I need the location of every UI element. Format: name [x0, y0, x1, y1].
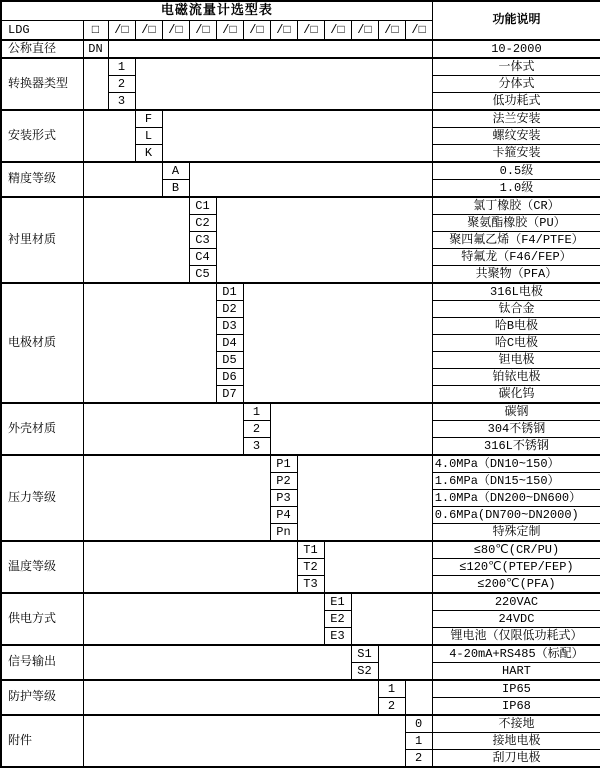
category-label: 信号输出 [1, 645, 83, 680]
spacer-cell [83, 715, 405, 767]
category-label: 附件 [1, 715, 83, 767]
function-desc-cell: 220VAC [432, 593, 600, 611]
spacer-cell [297, 455, 432, 541]
code-cell: F [135, 110, 162, 128]
function-desc-cell: 特氟龙（F46/FEP） [432, 249, 600, 266]
function-desc-cell: 304不锈钢 [432, 421, 600, 438]
spacer-cell [189, 162, 432, 197]
code-cell: D6 [216, 369, 243, 386]
function-header: 功能说明 [432, 1, 600, 40]
category-label: 转换器类型 [1, 58, 83, 110]
model-slot-box: /□ [135, 21, 162, 41]
code-cell: E2 [324, 611, 351, 628]
code-cell: 3 [243, 438, 270, 456]
function-desc-cell: 卡箍安装 [432, 145, 600, 163]
category-label: 供电方式 [1, 593, 83, 645]
spacer-cell [324, 541, 432, 593]
category-label: 外壳材质 [1, 403, 83, 455]
model-slot-box: /□ [405, 21, 432, 41]
category-label: 压力等级 [1, 455, 83, 541]
category-label: 温度等级 [1, 541, 83, 593]
function-desc-cell: ≤120℃(PTEP/FEP) [432, 559, 600, 576]
code-cell: L [135, 128, 162, 145]
function-desc-cell: ≤200℃(PFA) [432, 576, 600, 594]
code-cell: D7 [216, 386, 243, 404]
spacer-cell [83, 58, 108, 110]
function-desc-cell: 哈B电极 [432, 318, 600, 335]
spacer-cell [216, 197, 432, 283]
category-label: 公称直径 [1, 40, 83, 58]
spacer-cell [405, 680, 432, 715]
category-label: 精度等级 [1, 162, 83, 197]
code-cell: D4 [216, 335, 243, 352]
model-first-box: □ [83, 21, 108, 41]
code-cell: P3 [270, 490, 297, 507]
code-cell: P1 [270, 455, 297, 473]
code-cell: 3 [108, 93, 135, 111]
code-cell: P2 [270, 473, 297, 490]
model-slot-box: /□ [351, 21, 378, 41]
function-desc-cell: 锂电池（仅限低功耗式） [432, 628, 600, 646]
spacer-cell [83, 110, 135, 162]
function-desc-cell: 聚四氟乙烯（F4/PTFE） [432, 232, 600, 249]
function-desc-cell: 316L电极 [432, 283, 600, 301]
function-desc-cell: 一体式 [432, 58, 600, 76]
code-cell: T1 [297, 541, 324, 559]
code-cell: C1 [189, 197, 216, 215]
spacer-cell [162, 110, 432, 162]
spacer-cell [83, 283, 216, 403]
code-cell: K [135, 145, 162, 163]
function-desc-cell: 低功耗式 [432, 93, 600, 111]
function-desc-cell: IP65 [432, 680, 600, 698]
function-desc-cell: 法兰安装 [432, 110, 600, 128]
function-desc-cell: 4-20mA+RS485（标配） [432, 645, 600, 663]
spacer-cell [83, 197, 189, 283]
spacer-cell [108, 40, 432, 58]
function-desc-cell: 铂铱电极 [432, 369, 600, 386]
model-slot-box: /□ [108, 21, 135, 41]
spacer-cell [351, 593, 432, 645]
code-cell: C3 [189, 232, 216, 249]
function-desc-cell: 碳钢 [432, 403, 600, 421]
code-cell: S2 [351, 663, 378, 681]
code-cell: 2 [243, 421, 270, 438]
model-slot-box: /□ [162, 21, 189, 41]
model-slot-box: /□ [297, 21, 324, 41]
category-label: 安装形式 [1, 110, 83, 162]
function-desc-cell: 哈C电极 [432, 335, 600, 352]
function-desc-cell: 钛合金 [432, 301, 600, 318]
spacer-cell [83, 403, 243, 455]
code-cell: E3 [324, 628, 351, 646]
model-slot-box: /□ [378, 21, 405, 41]
code-cell: 2 [378, 698, 405, 716]
model-slot-box: /□ [189, 21, 216, 41]
function-desc-cell: 1.0MPa（DN200~DN600） [432, 490, 600, 507]
model-slot-box: /□ [324, 21, 351, 41]
code-cell: Pn [270, 524, 297, 542]
category-label: 电极材质 [1, 283, 83, 403]
table-title: 电磁流量计选型表 [1, 1, 432, 21]
function-desc-cell: 10-2000 [432, 40, 600, 58]
function-desc-cell: 刮刀电极 [432, 750, 600, 768]
category-label: 衬里材质 [1, 197, 83, 283]
spacer-cell [83, 162, 162, 197]
code-cell: D1 [216, 283, 243, 301]
function-desc-cell: 氯丁橡胶（CR） [432, 197, 600, 215]
code-cell: C2 [189, 215, 216, 232]
function-desc-cell: 螺纹安装 [432, 128, 600, 145]
model-slot-box: /□ [216, 21, 243, 41]
function-desc-cell: 4.0MPa（DN10~150） [432, 455, 600, 473]
code-cell: B [162, 180, 189, 198]
function-desc-cell: 钽电极 [432, 352, 600, 369]
code-cell: D5 [216, 352, 243, 369]
code-cell: 0 [405, 715, 432, 733]
model-prefix: LDG [1, 21, 83, 41]
function-desc-cell: 24VDC [432, 611, 600, 628]
code-cell: A [162, 162, 189, 180]
function-desc-cell: 分体式 [432, 76, 600, 93]
function-desc-cell: 共聚物（PFA） [432, 266, 600, 284]
function-desc-cell: 聚氨酯橡胶（PU） [432, 215, 600, 232]
function-desc-cell: 碳化钨 [432, 386, 600, 404]
code-cell: T3 [297, 576, 324, 594]
function-desc-cell: 0.5级 [432, 162, 600, 180]
spacer-cell [83, 680, 378, 715]
code-cell: 1 [108, 58, 135, 76]
function-desc-cell: ≤80℃(CR/PU) [432, 541, 600, 559]
code-cell: S1 [351, 645, 378, 663]
code-cell: 2 [108, 76, 135, 93]
code-cell: 1 [243, 403, 270, 421]
spacer-cell [83, 645, 351, 680]
spacer-cell [270, 403, 432, 455]
code-cell: 2 [405, 750, 432, 768]
category-label: 防护等级 [1, 680, 83, 715]
code-cell: E1 [324, 593, 351, 611]
function-desc-cell: 0.6MPa(DN700~DN2000) [432, 507, 600, 524]
code-cell: D2 [216, 301, 243, 318]
model-slot-box: /□ [270, 21, 297, 41]
code-cell: C4 [189, 249, 216, 266]
function-desc-cell: 316L不锈钢 [432, 438, 600, 456]
model-slot-box: /□ [243, 21, 270, 41]
spacer-cell [83, 593, 324, 645]
function-desc-cell: 1.0级 [432, 180, 600, 198]
function-desc-cell: IP68 [432, 698, 600, 716]
function-desc-cell: 不接地 [432, 715, 600, 733]
code-cell: P4 [270, 507, 297, 524]
function-desc-cell: 接地电极 [432, 733, 600, 750]
spacer-cell [135, 58, 432, 110]
function-desc-cell: 特殊定制 [432, 524, 600, 542]
code-cell: 1 [378, 680, 405, 698]
code-cell: DN [83, 40, 108, 58]
code-cell: C5 [189, 266, 216, 284]
code-cell: D3 [216, 318, 243, 335]
spacer-cell [83, 455, 270, 541]
spacer-cell [378, 645, 432, 680]
function-desc-cell: HART [432, 663, 600, 681]
function-desc-cell: 1.6MPa（DN15~150） [432, 473, 600, 490]
code-cell: 1 [405, 733, 432, 750]
code-cell: T2 [297, 559, 324, 576]
spacer-cell [243, 283, 432, 403]
spacer-cell [83, 541, 297, 593]
